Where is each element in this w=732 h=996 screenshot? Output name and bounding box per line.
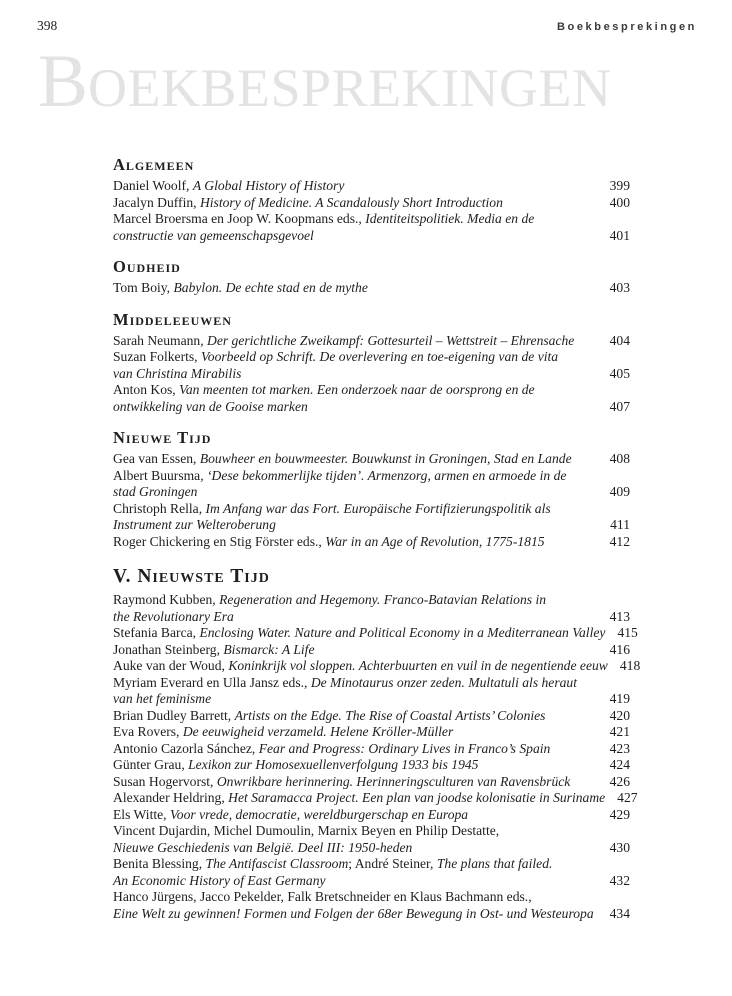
entry-page-number: 401: [609, 227, 630, 243]
entry-text: [113, 382, 535, 399]
toc-entry-line: [113, 708, 630, 725]
entry-page-number: 409: [609, 484, 630, 499]
entry-page-number: 416: [609, 641, 630, 657]
toc-section: [113, 428, 630, 550]
entry-text: [113, 280, 368, 297]
entry-text: [113, 757, 478, 774]
entry-author-run: Albert Buursma,: [113, 467, 208, 483]
toc-entry: [113, 642, 630, 659]
entry-text: [113, 534, 545, 551]
entry-title-run: Babylon. De echte stad en de mythe: [173, 280, 368, 295]
toc-section: [113, 155, 630, 244]
entry-title-run: ‘Dese bekommerlijke tijden’. Armenzorg, armen en armoede in de: [207, 467, 567, 483]
entry-text: [113, 178, 344, 195]
entry-author-run: Hanco Jürgens, Jacco Pekelder, Falk Bretschneider en Klaus Bachmann eds.,: [113, 889, 532, 904]
entry-text: [113, 823, 499, 840]
entry-text: [113, 790, 605, 807]
toc-entry: [113, 178, 630, 195]
entry-page-number: 400: [609, 194, 630, 210]
entry-text: [113, 708, 545, 725]
toc-entry-line: [113, 333, 630, 350]
entry-title-run: Bismarck: A Life: [223, 641, 315, 657]
toc-entry-line: [113, 741, 630, 758]
entry-title-run: Koninkrijk vol sloppen. Achterbuurten en vuil in de negentiende eeuw: [228, 658, 608, 673]
entry-page-number: 405: [609, 365, 630, 381]
entry-title-run: Bouwheer en bouwmeester. Bouwkunst in Groningen, Stad en Lande: [199, 451, 572, 466]
toc-entry-line: [113, 501, 630, 518]
toc-entry-line: [113, 807, 630, 824]
entry-text: [113, 366, 241, 383]
entry-title-run: Artists on the Edge. The Rise of Coastal Artists’ Colonies: [234, 707, 546, 723]
toc-entry: [113, 468, 630, 501]
entry-title-run: Voor vrede, democratie, wereldburgerschap en Europa: [169, 806, 469, 822]
toc-entry-line: [113, 451, 630, 468]
toc-entry: [113, 625, 638, 642]
entry-author-run: Christoph Rella,: [113, 500, 206, 516]
entry-page-number: 407: [609, 398, 630, 414]
section-heading: Oudheid: [113, 257, 181, 276]
entry-title-run: the Revolutionary Era: [113, 608, 234, 624]
toc-entry: [113, 382, 630, 415]
entry-author-run: Gea van Essen,: [113, 451, 200, 466]
entry-author-run: Auke van der Woud,: [113, 658, 229, 673]
entry-text: [113, 658, 608, 675]
toc-entry: [113, 211, 630, 244]
toc-entry-line: [113, 840, 630, 857]
page-header: [37, 18, 697, 34]
entry-author-run: Myriam Everard en Ulla Jansz eds.,: [113, 674, 311, 690]
entry-title-run: Regeneration and Hegemony. Franco-Batavian Relations in: [219, 592, 547, 607]
toc-entry: [113, 774, 630, 791]
entry-title-run: constructie van gemeenschapsgevoel: [113, 227, 314, 243]
entry-title-run: ontwikkeling van de Gooise marken: [113, 398, 308, 414]
toc-entry: [113, 451, 630, 468]
toc-entry-line: [113, 757, 630, 774]
chapter-title-watermark: [38, 40, 612, 123]
entry-author-run: Raymond Kubben,: [113, 592, 220, 607]
toc-entry-line: [113, 658, 641, 675]
toc-entry-line: [113, 178, 630, 195]
entry-title-run: Nieuwe Geschiedenis van België. Deel III: 1950-heden: [113, 839, 413, 855]
entry-author-run: Susan Hogervorst,: [113, 773, 217, 789]
entry-text: [113, 840, 412, 857]
toc-entry-line: [113, 517, 630, 534]
entry-author-run: Sarah Neumann,: [113, 332, 207, 348]
entry-author-run: Eva Rovers,: [113, 724, 183, 739]
entry-page-number: 419: [609, 691, 630, 706]
entry-text: [113, 774, 570, 791]
toc-entry-line: [113, 889, 630, 906]
entry-page-number: 421: [609, 724, 630, 739]
entry-text: [113, 691, 211, 708]
entry-page-number: 420: [609, 707, 630, 723]
entry-text: [113, 399, 308, 416]
toc-entry-line: [113, 195, 630, 212]
entry-text: [113, 625, 605, 642]
entry-text: [113, 195, 503, 212]
entry-page-number: 399: [609, 178, 630, 193]
toc-entry-line: [113, 691, 630, 708]
folio-page-number: 398: [37, 18, 58, 33]
toc: [113, 155, 641, 922]
toc-entry: [113, 741, 630, 758]
section-heading: Middeleeuwen: [113, 309, 232, 329]
entry-title-run: A Global History of History: [192, 178, 345, 193]
toc-entry-line: [113, 349, 630, 366]
entry-author-run: Benita Blessing,: [113, 856, 206, 871]
entry-title-run: War in an Age of Revolution, 1775-1815: [325, 533, 545, 549]
toc-entry-line: [113, 366, 630, 383]
toc-entry: [113, 708, 630, 725]
entry-title-run: Fear and Progress: Ordinary Lives in Franco’s Spain: [258, 740, 551, 756]
entry-title-run: Eine Welt zu gewinnen! Formen und Folgen der 68er Bewegung in Ost- und Westeuropa: [113, 905, 594, 921]
entry-title-run: Enclosing Water. Nature and Political Economy in a Mediterranean Valley: [199, 625, 606, 640]
entry-page-number: 424: [609, 757, 630, 772]
toc-entry-line: [113, 642, 630, 659]
toc-entry-line: [113, 625, 638, 642]
toc-entry-line: [113, 211, 630, 228]
toc-entry: [113, 856, 630, 889]
entry-page-number: 430: [609, 839, 630, 855]
toc-entry-line: [113, 724, 630, 741]
entry-title-run: Het Saramacca Project. Een plan van joodse kolonisatie in Suriname: [228, 790, 606, 805]
toc-entry-line: [113, 592, 630, 609]
toc-entry-line: [113, 484, 630, 501]
entry-title-run: De eeuwigheid verzameld. Helene Kröller-Müller: [182, 724, 454, 739]
toc-entry-line: [113, 228, 630, 245]
entry-author-run: Jonathan Steinberg,: [113, 641, 224, 657]
entry-text: [113, 333, 574, 350]
entry-page-number: 429: [609, 806, 630, 822]
entry-author-run: Günter Grau,: [113, 757, 189, 772]
toc-entry-line: [113, 856, 630, 873]
entry-page-number: 413: [609, 608, 630, 624]
entry-text: [113, 349, 558, 366]
toc-entry-line: [113, 790, 638, 807]
entry-text: [113, 501, 551, 518]
entry-author-run: Daniel Woolf,: [113, 178, 193, 193]
entry-text: [113, 906, 594, 923]
toc-entry: [113, 790, 638, 807]
entry-author-run: Tom Boiy,: [113, 280, 174, 295]
entry-page-number: 423: [609, 740, 630, 756]
toc-entry: [113, 675, 630, 708]
entry-title-run: Instrument zur Welteroberung: [113, 517, 276, 532]
toc-entry: [113, 889, 630, 922]
entry-text: [113, 228, 314, 245]
toc-entry: [113, 823, 630, 856]
entry-text: [113, 642, 315, 659]
entry-title-run: Onwrikbare herinnering. Herinneringsculturen van Ravensbrück: [216, 773, 571, 789]
toc-entry: [113, 757, 630, 774]
entry-text: [113, 741, 550, 758]
toc-entry-line: [113, 280, 630, 297]
toc-entry-line: [113, 823, 630, 840]
entry-title-run: De Minotaurus onzer zeden. Multatuli als heraut: [310, 674, 578, 690]
entry-text: [113, 609, 234, 626]
entry-text: [113, 675, 577, 692]
entry-text: [113, 889, 532, 906]
toc-entry: [113, 195, 630, 212]
entry-title-run: The Antifascist Classroom: [205, 856, 349, 871]
entry-title-run: History of Medicine. A Scandalously Short Introduction: [199, 194, 503, 210]
entry-title-run: Voorbeeld op Schrift. De overlevering en toe-eigening van de vita: [200, 349, 559, 364]
entry-author-run: Stefania Barca,: [113, 625, 200, 640]
toc-entry-line: [113, 468, 630, 485]
watermark-initial-letter: B: [38, 40, 89, 123]
toc-entry-line: [113, 675, 630, 692]
entry-author-run: ; André Steiner,: [348, 856, 437, 871]
entry-page-number: 418: [619, 658, 641, 673]
toc-entry: [113, 658, 641, 675]
toc-entry-line: [113, 609, 630, 626]
entry-author-run: Brian Dudley Barrett,: [113, 707, 235, 723]
entry-page-number: 404: [609, 332, 630, 348]
entry-text: [113, 517, 276, 534]
entry-page-number: 426: [609, 773, 630, 789]
entry-author-run: Suzan Folkerts,: [113, 349, 201, 364]
toc-entry: [113, 333, 630, 350]
entry-title-run: Van meenten tot marken. Een onderzoek naar de oorsprong en de: [179, 382, 535, 397]
toc-entry-line: [113, 873, 630, 890]
toc-entry: [113, 280, 630, 297]
entry-author-run: Vincent Dujardin, Michel Dumoulin, Marnix Beyen en Philip Destatte,: [113, 823, 500, 838]
entry-text: [113, 451, 572, 468]
entry-author-run: Jacalyn Duffin,: [113, 194, 200, 210]
toc-entry-line: [113, 534, 630, 551]
entry-text: [113, 468, 566, 485]
watermark-rest-letters: OEKBESPREKINGEN: [88, 58, 612, 118]
toc-entry: [113, 349, 630, 382]
running-header: Boekbesprekingen: [556, 21, 697, 33]
section-heading: Algemeen: [113, 155, 195, 174]
entry-title-run: Der gerichtliche Zweikampf: Gottesurteil – Wettstreit – Ehrensache: [207, 332, 575, 348]
toc-entry-line: [113, 382, 630, 399]
entry-title-run: Lexikon zur Homosexuellenverfolgung 1933 bis 1945: [188, 757, 479, 772]
toc-section: [113, 257, 630, 297]
entry-text: [113, 724, 453, 741]
entry-page-number: 434: [609, 905, 630, 921]
toc-entry: [113, 807, 630, 824]
entry-page-number: 412: [609, 533, 630, 549]
section-heading: Nieuwe Tijd: [113, 428, 212, 447]
entry-title-run: The plans that failed.: [436, 856, 553, 871]
toc-entry: [113, 592, 630, 625]
toc-section: [113, 310, 630, 416]
entry-title-run: van het feminisme: [113, 691, 212, 706]
entry-page-number: 427: [617, 790, 638, 805]
entry-title-run: van Christina Mirabilis: [113, 365, 242, 381]
entry-page-number: 415: [617, 625, 638, 640]
entry-author-run: Els Witte,: [113, 806, 170, 822]
section-heading: V. Nieuwste Tijd: [113, 566, 270, 587]
entry-author-run: Antonio Cazorla Sánchez,: [113, 740, 259, 756]
entry-text: [113, 484, 197, 501]
entry-author-run: Marcel Broersma en Joop W. Koopmans eds.,: [113, 211, 366, 226]
entry-text: [113, 856, 552, 873]
toc-entry-line: [113, 774, 630, 791]
entry-page-number: 411: [610, 517, 630, 532]
toc-entry: [113, 534, 630, 551]
entry-author-run: Anton Kos,: [113, 382, 180, 397]
entry-page-number: 432: [609, 872, 630, 888]
toc-entry-line: [113, 399, 630, 416]
entry-page-number: 403: [609, 280, 630, 295]
entry-author-run: Alexander Heldring,: [113, 790, 229, 805]
entry-title-run: stad Groningen: [113, 484, 198, 499]
entry-title-run: Im Anfang war das Fort. Europäische Fortifizierungspolitik als: [205, 500, 551, 516]
entry-text: [113, 873, 326, 890]
entry-text: [113, 807, 468, 824]
toc-entry: [113, 724, 630, 741]
toc-section: [113, 565, 641, 922]
entry-text: [113, 592, 546, 609]
toc-entry: [113, 501, 630, 534]
entry-title-run: An Economic History of East Germany: [113, 872, 326, 888]
entry-page-number: 408: [609, 451, 630, 466]
toc-entry-line: [113, 906, 630, 923]
entry-author-run: Roger Chickering en Stig Förster eds.,: [113, 533, 326, 549]
entry-text: [113, 211, 534, 228]
entry-title-run: Identiteitspolitiek. Media en de: [365, 211, 535, 226]
